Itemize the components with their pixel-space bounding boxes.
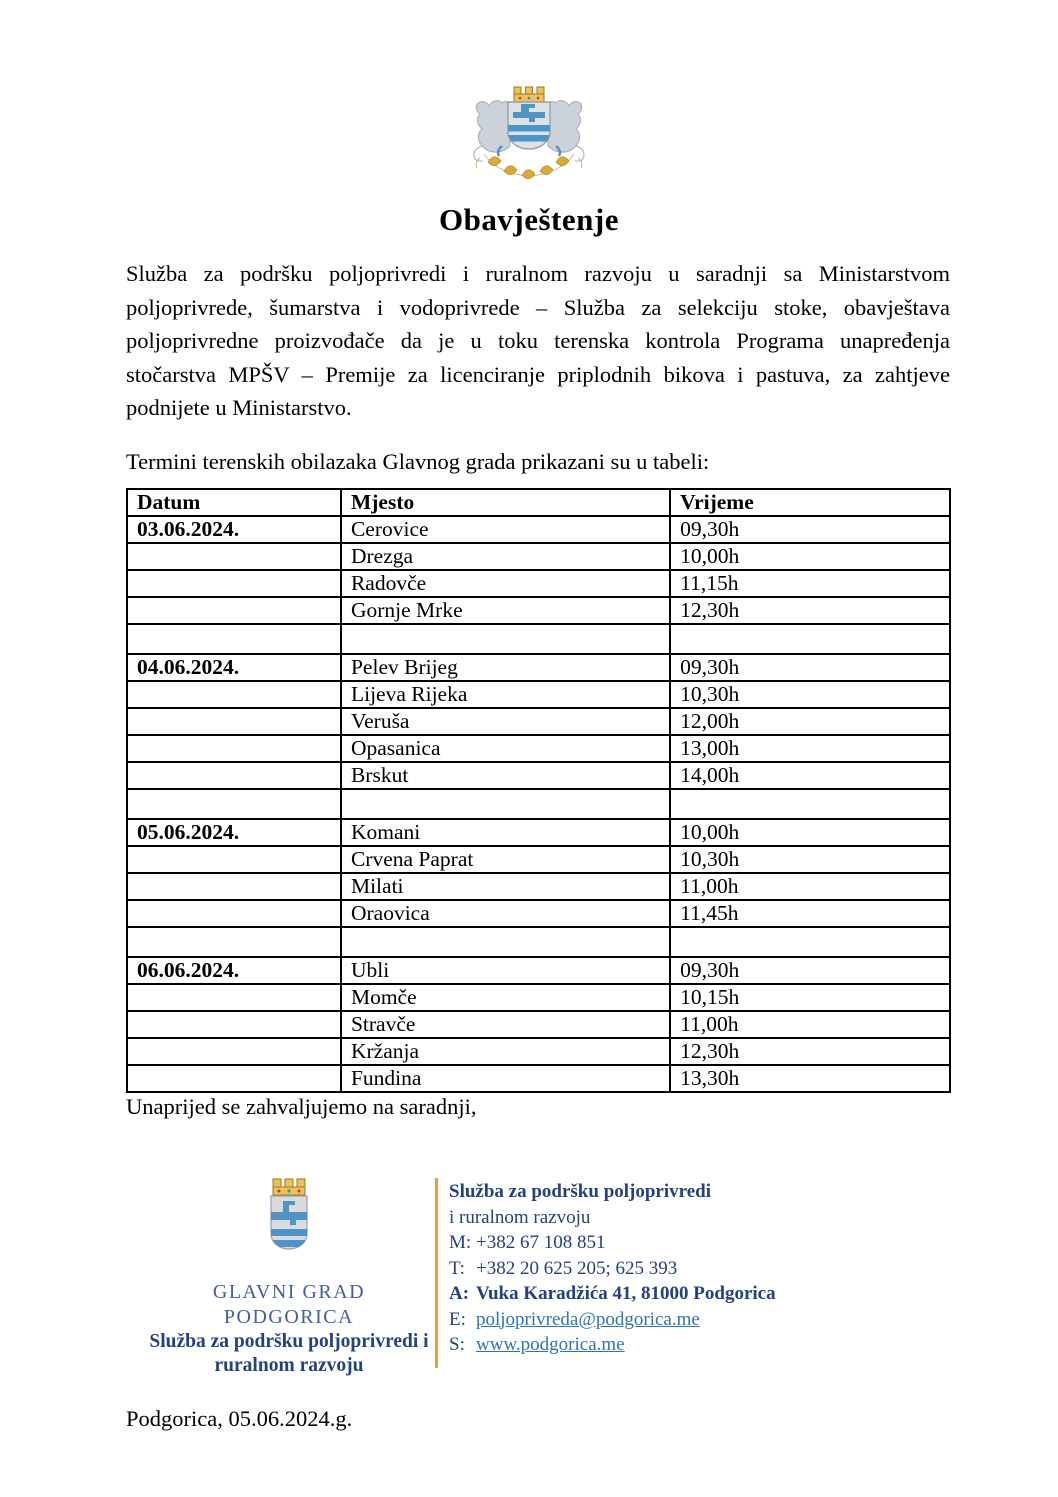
table-row [127,624,950,654]
cell-mjesto: Drezga [341,543,670,570]
cell-mjesto [341,789,670,819]
table-row [127,708,950,735]
cell-vrijeme: 12,00h [670,708,950,735]
cell-mjesto: Cerovice [341,516,670,543]
cell-vrijeme: 11,00h [670,873,950,900]
cell-mjesto: Radovče [341,570,670,597]
footer-dept-line2: ruralnom razvoju [214,1355,364,1376]
contact-title-rest: i ruralnom razvoju [449,1206,591,1228]
cell-vrijeme: 11,45h [670,900,950,927]
cell-mjesto: Momče [341,984,670,1011]
footer-contact-block [449,1176,776,1378]
cell-datum [127,900,341,927]
footer-dept-line1: Služba za podršku poljoprivredi i [149,1331,429,1352]
cell-vrijeme [670,927,950,957]
table-row [127,516,950,543]
closing-text: Unaprijed se zahvaljujemo na saradnji, [126,1094,477,1119]
cell-vrijeme: 13,00h [670,735,950,762]
table-row [127,543,950,570]
cell-datum [127,873,341,900]
cell-mjesto [341,927,670,957]
website-link[interactable]: www.podgorica.me [476,1334,625,1355]
table-header-datum: Datum [127,489,341,516]
table-row [127,681,950,708]
contact-mobile-label: M: [449,1232,472,1253]
footer-org-line1: GLAVNI GRAD [212,1281,366,1303]
contact-address-label: A: [449,1283,470,1304]
cell-mjesto: Veruša [341,708,670,735]
cell-datum [127,927,341,957]
cell-datum [127,984,341,1011]
table-row [127,597,950,624]
cell-vrijeme: 09,30h [670,654,950,681]
table-row [127,957,950,984]
contact-website-line [449,1332,776,1358]
contact-address-line [449,1281,776,1307]
cell-vrijeme: 11,00h [670,1011,950,1038]
cell-datum [127,735,341,762]
contact-phone-value: +382 20 625 205; 625 393 [476,1257,678,1279]
table-row [127,819,950,846]
cell-mjesto: Lijeva Rijeka [341,681,670,708]
cell-mjesto: Komani [341,819,670,846]
cell-mjesto [341,624,670,654]
cell-vrijeme: 09,30h [670,957,950,984]
table-row [127,1011,950,1038]
footer [0,1176,1058,1378]
table-header-row [127,489,950,516]
cell-datum [127,681,341,708]
contact-email-line [449,1307,776,1333]
footer-org-block [143,1176,435,1378]
cell-vrijeme: 12,30h [670,1038,950,1065]
cell-datum [127,543,341,570]
cell-vrijeme: 11,15h [670,570,950,597]
contact-address-value: Vuka Karadžića 41, 81000 Podgorica [476,1283,776,1304]
contact-phone-line [449,1256,776,1282]
table-row [127,984,950,1011]
cell-vrijeme: 10,30h [670,681,950,708]
cell-datum: 03.06.2024. [127,516,341,543]
cell-vrijeme [670,789,950,819]
cell-datum [127,789,341,819]
podgorica-shield-icon [253,1176,325,1280]
cell-datum [127,570,341,597]
cell-mjesto: Crvena Paprat [341,846,670,873]
contact-mobile-line [449,1230,776,1256]
contact-phone-label: T: [449,1257,465,1279]
cell-datum [127,762,341,789]
cell-datum [127,846,341,873]
cell-datum [127,1011,341,1038]
cell-mjesto: Oraovica [341,900,670,927]
contact-email-label: E: [449,1308,466,1330]
contact-mobile-value: +382 67 108 851 [476,1232,606,1253]
header-logo-wrap [0,0,1058,190]
cell-vrijeme: 10,15h [670,984,950,1011]
cell-vrijeme: 10,30h [670,846,950,873]
table-header-mjesto: Mjesto [341,489,670,516]
schedule-table-body [127,516,950,1092]
cell-datum [127,1065,341,1092]
table-row [127,762,950,789]
cell-vrijeme: 13,30h [670,1065,950,1092]
cell-mjesto: Fundina [341,1065,670,1092]
cell-vrijeme: 10,00h [670,543,950,570]
date-line: Podgorica, 05.06.2024.g. [126,1406,353,1431]
email-link[interactable]: poljoprivreda@podgorica.me [476,1308,700,1330]
table-row [127,789,950,819]
table-row [127,1038,950,1065]
cell-vrijeme: 10,00h [670,819,950,846]
table-row [127,846,950,873]
footer-divider [435,1178,438,1368]
page-title: Obavještenje [439,202,619,237]
cell-mjesto: Kržanja [341,1038,670,1065]
table-row [127,1065,950,1092]
cell-datum: 04.06.2024. [127,654,341,681]
podgorica-coat-of-arms-icon [466,84,592,190]
footer-org-line2: PODGORICA [223,1306,355,1328]
cell-mjesto: Opasanica [341,735,670,762]
table-row [127,654,950,681]
cell-mjesto: Ubli [341,957,670,984]
intro-paragraph: Služba za podršku poljoprivredi i ruralnom razvoju u saradnji sa Ministarstvom poljoprivrede, šumarstva i vodoprivrede – Služba za selekciju stoke, obavještava poljoprivredne proizvođače da je u toku terenska kontrola Programa unapređenja stočarstva MPŠV – Premije za licenciranje priplodnih bikova i pastuva, za zahtjeve podnijete u Ministarstvo. [126,261,950,420]
contact-website-label: S: [449,1334,465,1355]
cell-datum [127,624,341,654]
table-row [127,735,950,762]
cell-mjesto: Brskut [341,762,670,789]
table-row [127,873,950,900]
cell-datum: 05.06.2024. [127,819,341,846]
table-header-vrijeme: Vrijeme [670,489,950,516]
cell-vrijeme [670,624,950,654]
table-row [127,900,950,927]
cell-vrijeme: 09,30h [670,516,950,543]
cell-datum: 06.06.2024. [127,957,341,984]
table-lead-text: Termini terenskih obilazaka Glavnog grada prikazani su u tabeli: [126,449,710,474]
cell-mjesto: Pelev Brijeg [341,654,670,681]
cell-datum [127,1038,341,1065]
cell-vrijeme: 12,30h [670,597,950,624]
cell-mjesto: Gornje Mrke [341,597,670,624]
contact-title-bold: Služba za podršku poljoprivredi [449,1181,712,1202]
table-row [127,927,950,957]
cell-mjesto: Milati [341,873,670,900]
cell-datum [127,597,341,624]
table-row [127,570,950,597]
cell-datum [127,708,341,735]
schedule-table [126,488,951,1093]
cell-vrijeme: 14,00h [670,762,950,789]
cell-mjesto: Stravče [341,1011,670,1038]
